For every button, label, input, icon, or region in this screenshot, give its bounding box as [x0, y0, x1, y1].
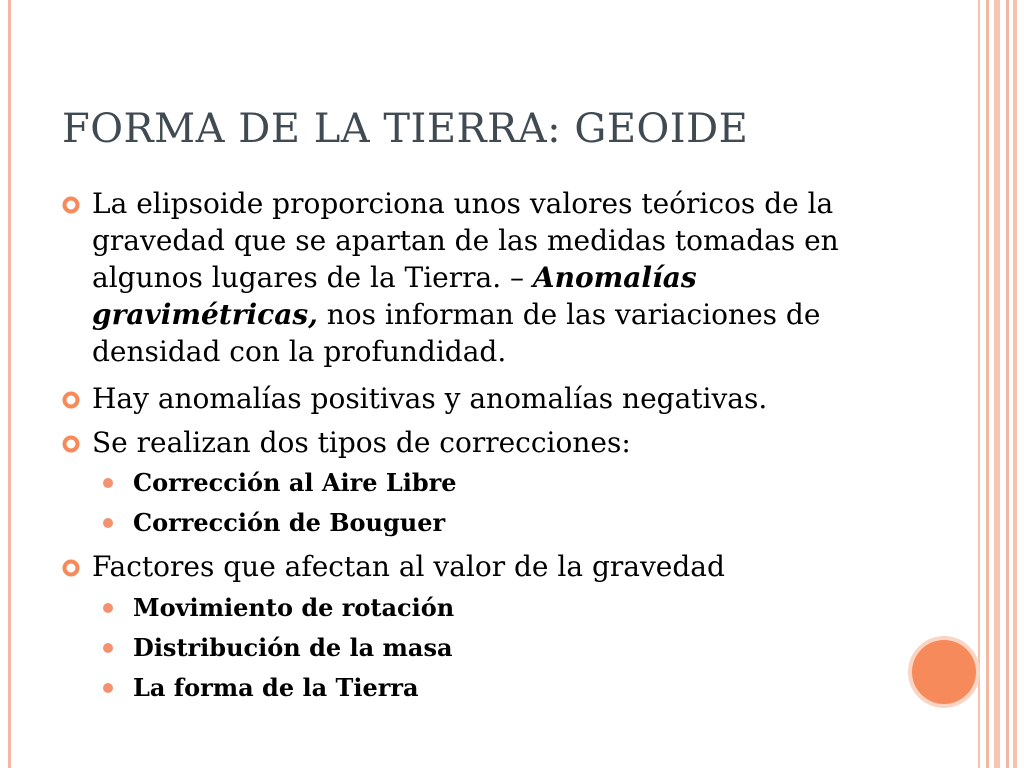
circle-ring-icon — [62, 391, 80, 409]
bullet-text-before: La elipsoide proporciona unos valores teóricos de la gravedad que se apartan de las medidas tomadas en algunos lugares de la Tierra. – — [92, 187, 839, 294]
dot-icon — [103, 603, 113, 613]
bullet-item — [62, 185, 882, 370]
sub-bullet-item — [103, 468, 457, 497]
sub-bullet-item — [103, 508, 445, 537]
sub-bullet-item — [103, 633, 453, 662]
bullet-emphasis: Anomalías gravimétricas, — [92, 261, 697, 331]
orange-circle-decoration — [912, 640, 976, 704]
right-border-line-5 — [1013, 0, 1017, 768]
sub-bullet-text: Corrección al Aire Libre — [133, 468, 457, 497]
bullet-item — [62, 548, 882, 585]
dot-icon — [103, 518, 113, 528]
right-border-line-4 — [1006, 0, 1009, 768]
sub-bullet-item — [103, 593, 454, 622]
sub-bullet-text: La forma de la Tierra — [133, 673, 419, 702]
right-border-line-3 — [994, 0, 1000, 768]
bullet-item — [62, 424, 882, 461]
bullet-text: Factores que afectan al valor de la gravedad — [92, 550, 725, 583]
left-border-line — [8, 0, 11, 768]
bullet-text: Hay anomalías positivas y anomalías negativas. — [92, 382, 768, 415]
sub-bullet-item — [103, 673, 419, 702]
bullet-item — [62, 380, 882, 417]
circle-ring-icon — [62, 196, 80, 214]
circle-ring-icon — [62, 559, 80, 577]
right-border-line-2 — [986, 0, 989, 768]
dot-icon — [103, 683, 113, 693]
right-border-line-1 — [978, 0, 980, 768]
sub-bullet-text: Corrección de Bouguer — [133, 508, 446, 537]
dot-icon — [103, 643, 113, 653]
slide-title: FORMA DE LA TIERRA: GEOIDE — [62, 106, 749, 152]
bullet-text — [92, 185, 882, 370]
dot-icon — [103, 478, 113, 488]
bullet-text: Se realizan dos tipos de correcciones: — [92, 426, 631, 459]
sub-bullet-text: Movimiento de rotación — [133, 593, 455, 622]
bullet-text-after: nos informan de las variaciones de densidad con la profundidad. — [92, 298, 821, 368]
sub-bullet-text: Distribución de la masa — [133, 633, 453, 662]
circle-ring-icon — [62, 435, 80, 453]
